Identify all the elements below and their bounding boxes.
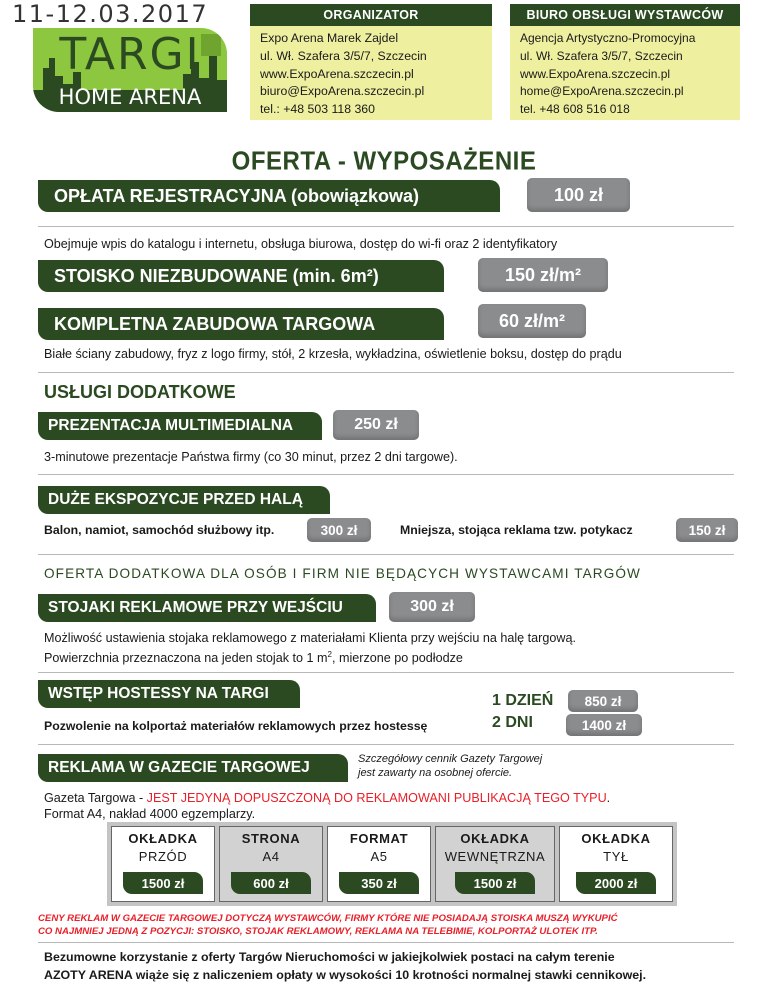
exhibitor-office-lines: [520, 30, 695, 119]
divider: [38, 226, 734, 227]
hostess-day2-label: 2 DNI: [492, 714, 533, 731]
organizer-line: tel.: +48 503 118 360: [260, 102, 375, 117]
organizer-line: Expo Arena Marek Zajdel: [260, 31, 399, 45]
exhibitor-office-title: BIURO OBSŁUGI WYSTAWCÓW: [510, 4, 740, 26]
newspaper-note-line: Szczegółowy cennik Gazety Targowej: [358, 753, 543, 765]
exhibitor-office-box: [510, 4, 740, 120]
large-exhibits-item2: Mniejsza, stojąca reklama tzw. potykacz: [400, 523, 633, 537]
ad-format-price: 1500 zł: [123, 872, 203, 894]
stands-desc2-text: Powierzchnia przeznaczona na jeden stojak to 1 m: [44, 651, 328, 666]
registration-label: OPŁATA REJESTRACYJNA (obowiązkowa): [38, 180, 500, 212]
large-exhibits-label: DUŻE EKSPOZYCJE PRZED HALĄ: [38, 486, 330, 514]
divider: [38, 672, 734, 673]
newspaper-line1-red: JEST JEDYNĄ DOPUSZCZONĄ DO REKLAMOWANI PUBLIKACJĄ TEGO TYPU: [146, 791, 607, 805]
newspaper-line1-pre: Gazeta Targowa -: [44, 791, 147, 805]
offer-title: OFERTA - WYPOSAŻENIE: [231, 146, 537, 177]
footer-notice: [44, 948, 646, 984]
large-exhibits-item1-price: 300 zł: [307, 518, 371, 542]
stands-desc1: Możliwość ustawienia stojaka reklamowego z materiałami Klienta przy wejściu na halę targową.: [44, 631, 576, 645]
full-build-label: KOMPLETNA ZABUDOWA TARGOWA: [38, 308, 444, 340]
red-note: [38, 912, 618, 938]
presentation-label: PREZENTACJA MULTIMEDIALNA: [38, 412, 322, 440]
hostess-day2-price: 1400 zł: [566, 714, 642, 736]
organizer-line: www.ExpoArena.szczecin.pl: [260, 66, 414, 81]
ad-format-cell: [559, 826, 673, 902]
hostess-desc: Pozwolenie na kolportaż materiałów reklamowych przez hostessę: [44, 719, 428, 733]
ad-format-variant: A5: [370, 849, 388, 864]
stands-label: STOJAKI REKLAMOWE PRZY WEJŚCIU: [38, 594, 376, 622]
logo-title: TARGI: [59, 29, 201, 80]
ad-format-variant: TYŁ: [603, 849, 629, 864]
organizer-lines: [260, 30, 427, 119]
stands-price: 300 zł: [389, 592, 475, 622]
footer-line: AZOTY ARENA wiąże się z naliczeniem opłaty w wysokości 10 krotności normalnej stawki cennikowej.: [44, 968, 647, 982]
ad-format-variant: A4: [262, 849, 280, 864]
ad-format-name: OKŁADKA: [128, 831, 198, 846]
newspaper-note: [358, 752, 542, 780]
divider: [38, 554, 734, 555]
divider: [38, 474, 734, 475]
stands-desc2-tail: , mierzone po podłodze: [331, 651, 463, 666]
exhibitor-office-line: ul. Wł. Szafera 3/5/7, Szczecin: [520, 48, 683, 63]
divider: [38, 744, 734, 745]
registration-price: 100 zł: [527, 178, 630, 212]
ad-format-price: 1500 zł: [455, 872, 535, 894]
stand-price: 150 zł/m²: [478, 258, 608, 292]
ad-format-cell: [435, 826, 555, 902]
presentation-price: 250 zł: [333, 410, 419, 440]
newspaper-label: REKLAMA W GAZECIE TARGOWEJ: [38, 754, 348, 782]
hostess-day1-label: 1 DZIEŃ: [492, 692, 554, 709]
logo: [33, 28, 227, 112]
exhibitor-office-line: Agencja Artystyczno-Promocyjna: [520, 31, 696, 45]
extra-services-title: USŁUGI DODATKOWE: [44, 382, 236, 402]
hostess-day1-price: 850 zł: [568, 690, 638, 712]
organizer-title: ORGANIZATOR: [250, 4, 492, 26]
large-exhibits-item1: Balon, namiot, samochód służbowy itp.: [44, 523, 275, 537]
ad-format-variant: WEWNĘTRZNA: [444, 849, 546, 864]
footer-line: Bezumowne korzystanie z oferty Targów Nieruchomości w jakiejkolwiek postaci na całym terenie: [44, 950, 615, 964]
exhibitor-office-line: tel. +48 608 516 018: [520, 102, 630, 117]
full-build-desc: Białe ściany zabudowy, fryz z logo firmy, stół, 2 krzesła, wykładzina, oświetlenie boksu, dostęp do prądu: [44, 347, 622, 361]
presentation-desc: 3-minutowe prezentacje Państwa firmy (co 30 minut, przez 2 dni targowe).: [44, 450, 458, 464]
ad-format-price: 2000 zł: [576, 872, 656, 894]
logo-subtitle: HOME ARENA: [58, 85, 202, 109]
divider: [38, 942, 734, 943]
divider: [38, 372, 734, 373]
newspaper-note-line: jest zawarty na osobnej ofercie.: [358, 767, 513, 779]
ad-format-cell: [327, 826, 431, 902]
ad-format-variant: PRZÓD: [138, 849, 188, 864]
newspaper-line1-post: .: [606, 791, 611, 805]
hostess-label: WSTĘP HOSTESSY NA TARGI: [38, 680, 300, 708]
non-exhibitors-title: OFERTA DODATKOWA DLA OSÓB I FIRM NIE BĘDĄCYCH WYSTAWCAMI TARGÓW: [44, 566, 641, 581]
event-date: 11-12.03.2017: [12, 0, 209, 28]
red-note-line: CO NAJMNIEJ JEDNĄ Z POZYCJI: STOISKO, STOJAK REKLAMOWY, REKLAMA NA TELEBIMIE, KOLPORTAŻ ULOTEK ITP.: [38, 926, 598, 937]
newspaper-line1: [44, 790, 610, 806]
ad-format-name: OKŁADKA: [460, 831, 530, 846]
exhibitor-office-line: www.ExpoArena.szczecin.pl: [520, 66, 671, 81]
red-note-line: CENY REKLAM W GAZECIE TARGOWEJ DOTYCZĄ WYSTAWCÓW, FIRMY KTÓRE NIE POSIADAJĄ STOISKA MUSZĄ WYKUPIĆ: [38, 913, 618, 924]
ad-format-price: 600 zł: [231, 872, 311, 894]
ad-format-cell: [219, 826, 323, 902]
stand-label: STOISKO NIEZBUDOWANE (min. 6m²): [38, 260, 444, 292]
organizer-line: biuro@ExpoArena.szczecin.pl: [260, 84, 425, 99]
full-build-price: 60 zł/m²: [478, 304, 586, 338]
organizer-box: [250, 4, 492, 120]
ad-format-price: 350 zł: [339, 872, 419, 894]
large-exhibits-item2-price: 150 zł: [676, 518, 738, 542]
ad-format-name: STRONA: [241, 831, 301, 846]
ad-format-name: FORMAT: [349, 831, 409, 846]
stands-desc2: [44, 647, 463, 666]
ad-format-name: OKŁADKA: [581, 831, 651, 846]
stands-desc2-sup: 2: [327, 650, 332, 659]
registration-desc: Obejmuje wpis do katalogu i internetu, obsługa biurowa, dostęp do wi-fi oraz 2 identyfikatory: [44, 237, 558, 251]
organizer-line: ul. Wł. Szafera 3/5/7, Szczecin: [260, 48, 427, 63]
ad-format-cell: [111, 826, 215, 902]
newspaper-line2: Format A4, nakład 4000 egzemplarzy.: [44, 807, 256, 821]
exhibitor-office-line: home@ExpoArena.szczecin.pl: [520, 84, 684, 99]
